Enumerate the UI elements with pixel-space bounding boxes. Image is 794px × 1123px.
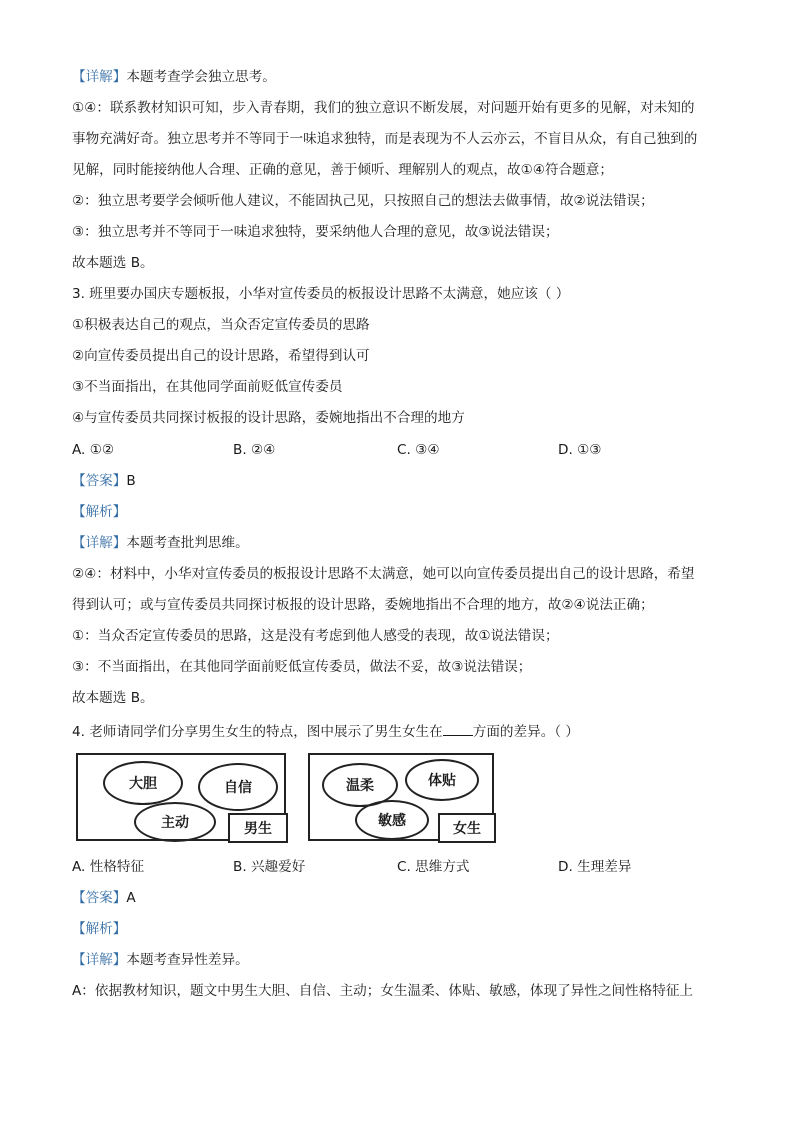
- detail-tag: 【详解】: [72, 952, 127, 968]
- q3-conclusion: 故本题选 B。: [72, 690, 154, 706]
- boys-diagram: [76, 753, 286, 841]
- trait-bubble: 大胆: [103, 761, 183, 805]
- q2-paragraph-line: 事物充满好奇。独立思考并不等同于一味追求独特，而是表现为不人云亦云，不盲目从众，有自己独到的: [72, 131, 698, 147]
- q3-detail-line: 【详解】本题考查批判思维。: [72, 535, 249, 551]
- trait-bubble: 体贴: [405, 759, 479, 801]
- trait-bubble: 敏感: [355, 800, 429, 840]
- q4-option-c: C. 思维方式: [397, 859, 470, 875]
- trait-bubble: 温柔: [322, 763, 398, 807]
- q3-option-a: A. ①②: [72, 442, 115, 458]
- q4-answer: 【答案】A: [72, 890, 136, 906]
- detail-tag: 【详解】: [72, 535, 127, 551]
- detail-tag: 【详解】: [72, 69, 127, 85]
- q4-option-b: B. 兴趣爱好: [233, 859, 306, 875]
- q3-option-d: D. ①③: [558, 442, 602, 458]
- gender-label-boy: 男生: [228, 813, 288, 843]
- q4-analysis-tag: 【解析】: [72, 921, 127, 937]
- q3-item: ①积极表达自己的观点，当众否定宣传委员的思路: [72, 317, 370, 333]
- q4-stem: 4. 老师请同学们分享男生女生的特点，图中展示了男生女生在 方面的差异。（ ）: [72, 724, 580, 740]
- q2-paragraph-line: ①④：联系教材知识可知，步入青春期，我们的独立意识不断发展，对问题开始有更多的见解，对未知的: [72, 100, 695, 116]
- q2-paragraph-line: ②：独立思考要学会倾听他人建议，不能固执己见，只按照自己的想法去做事情，故②说法错误；: [72, 193, 654, 209]
- q3-paragraph-line: ①：当众否定宣传委员的思路，这是没有考虑到他人感受的表现，故①说法错误；: [72, 628, 559, 644]
- trait-bubble: 主动: [134, 802, 216, 842]
- q4-option-d: D. 生理差异: [558, 859, 632, 875]
- q3-stem: 3. 班里要办国庆专题板报，小华对宣传委员的板报设计思路不太满意，她应该（ ）: [72, 286, 570, 302]
- answer-tag: 【答案】: [72, 473, 127, 489]
- q3-item: ②向宣传委员提出自己的设计思路，希望得到认可: [72, 348, 370, 364]
- trait-bubble: 自信: [198, 763, 278, 811]
- q3-paragraph-line: 得到认可；或与宣传委员共同探讨板报的设计思路，委婉地指出不合理的地方，故②④说法正确；: [72, 597, 654, 613]
- q2-conclusion: 故本题选 B。: [72, 255, 154, 271]
- gender-label-girl: 女生: [438, 813, 496, 843]
- q3-option-b: B. ②④: [233, 442, 276, 458]
- q3-paragraph-line: ②④：材料中，小华对宣传委员的板报设计思路不太满意，她可以向宣传委员提出自己的设计思路，希望: [72, 566, 695, 582]
- q3-item: ③不当面指出，在其他同学面前贬低宣传委员: [72, 379, 343, 395]
- q3-option-c: C. ③④: [397, 442, 440, 458]
- q4-paragraph-line: A：依据教材知识，题文中男生大胆、自信、主动；女生温柔、体贴、敏感，体现了异性之间性格特征上: [72, 983, 694, 999]
- q3-answer: 【答案】B: [72, 473, 136, 489]
- q2-paragraph-line: 见解，同时能接纳他人合理、正确的意见，善于倾听、理解别人的观点，故①④符合题意；: [72, 162, 613, 178]
- q2-detail-line: 【详解】本题考查学会独立思考。: [72, 69, 276, 85]
- answer-tag: 【答案】: [72, 890, 127, 906]
- q3-paragraph-line: ③：不当面指出，在其他同学面前贬低宣传委员，做法不妥，故③说法错误；: [72, 659, 532, 675]
- girls-diagram: [308, 753, 494, 841]
- q2-paragraph-line: ③：独立思考并不等同于一味追求独特，要采纳他人合理的意见，故③说法错误；: [72, 224, 559, 240]
- q3-item: ④与宣传委员共同探讨板报的设计思路，委婉地指出不合理的地方: [72, 410, 465, 426]
- q3-analysis-tag: 【解析】: [72, 504, 127, 520]
- answer-blank: [443, 722, 473, 736]
- q4-option-a: A. 性格特征: [72, 859, 145, 875]
- q4-detail-line: 【详解】本题考查异性差异。: [72, 952, 249, 968]
